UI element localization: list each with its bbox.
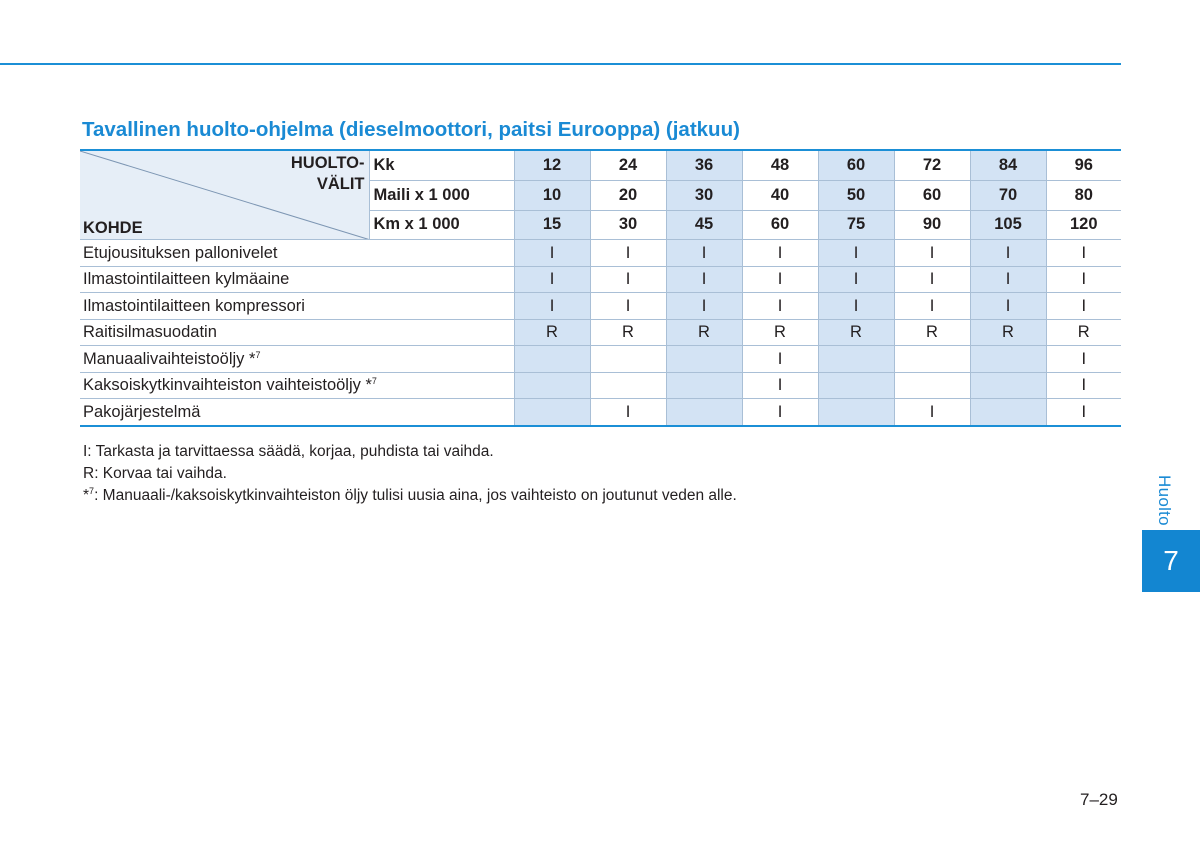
schedule-cell: I <box>742 346 818 373</box>
schedule-cell: I <box>666 266 742 293</box>
schedule-cell <box>894 346 970 373</box>
interval-row-months <box>80 150 1121 180</box>
chapter-tab: 7 <box>1142 530 1200 592</box>
schedule-cell <box>666 372 742 399</box>
schedule-cell: I <box>970 293 1046 320</box>
schedule-cell <box>514 372 590 399</box>
table-row <box>80 240 1121 267</box>
schedule-cell: I <box>1046 293 1121 320</box>
schedule-cell: R <box>666 319 742 346</box>
interval-value: 60 <box>894 180 970 210</box>
legend-line-inspect: I: Tarkasta ja tarvittaessa säädä, korjaa, puhdista tai vaihda. <box>83 443 494 460</box>
footnote-ref: 7 <box>371 376 377 387</box>
schedule-cell <box>514 399 590 426</box>
schedule-cell: R <box>514 319 590 346</box>
interval-value: 15 <box>514 210 590 240</box>
maintenance-item: Ilmastointilaitteen kompressori <box>80 293 514 320</box>
maintenance-item: Manuaalivaihteistoöljy *$^7$ <box>80 346 514 373</box>
items-header: KOHDE <box>83 219 143 238</box>
schedule-cell <box>590 372 666 399</box>
interval-value: 60 <box>742 210 818 240</box>
table-corner-header <box>80 150 369 240</box>
interval-value: 10 <box>514 180 590 210</box>
schedule-cell <box>590 346 666 373</box>
interval-value: 30 <box>590 210 666 240</box>
schedule-cell <box>970 399 1046 426</box>
table-row <box>80 293 1121 320</box>
top-rule <box>0 63 1121 65</box>
schedule-cell: I <box>970 266 1046 293</box>
table-row <box>80 266 1121 293</box>
schedule-cell <box>514 346 590 373</box>
schedule-cell: I <box>590 293 666 320</box>
interval-value: 120 <box>1046 210 1121 240</box>
maintenance-item: Etujousituksen pallonivelet <box>80 240 514 267</box>
schedule-cell: I <box>742 266 818 293</box>
schedule-cell: I <box>742 372 818 399</box>
page-title: Tavallinen huolto-ohjelma (dieselmoottori, paitsi Eurooppa) (jatkuu) <box>82 118 740 141</box>
interval-unit: Km x 1 000 <box>369 210 514 240</box>
table-row <box>80 346 1121 373</box>
interval-value: 40 <box>742 180 818 210</box>
schedule-cell: I <box>894 240 970 267</box>
table-row <box>80 399 1121 426</box>
schedule-cell: I <box>514 293 590 320</box>
intervals-header: HUOLTO- VÄLIT <box>290 154 365 193</box>
schedule-cell: R <box>970 319 1046 346</box>
schedule-cell: I <box>666 240 742 267</box>
maintenance-item: Raitisilmasuodatin <box>80 319 514 346</box>
schedule-cell: R <box>894 319 970 346</box>
schedule-cell: I <box>894 399 970 426</box>
interval-value: 72 <box>894 150 970 180</box>
interval-value: 60 <box>818 150 894 180</box>
schedule-cell: I <box>1046 346 1121 373</box>
interval-value: 20 <box>590 180 666 210</box>
legend <box>83 441 737 507</box>
schedule-cell <box>818 346 894 373</box>
schedule-cell: I <box>742 293 818 320</box>
interval-value: 30 <box>666 180 742 210</box>
interval-value: 24 <box>590 150 666 180</box>
schedule-cell: I <box>742 399 818 426</box>
interval-value: 75 <box>818 210 894 240</box>
schedule-cell <box>818 372 894 399</box>
table-row <box>80 372 1121 399</box>
schedule-cell: I <box>666 293 742 320</box>
schedule-cell: I <box>970 240 1046 267</box>
schedule-cell: I <box>1046 240 1121 267</box>
schedule-cell: I <box>894 293 970 320</box>
legend-line-replace: R: Korvaa tai vaihda. <box>83 465 227 482</box>
schedule-cell: R <box>590 319 666 346</box>
interval-value: 12 <box>514 150 590 180</box>
legend-line-footnote: *$^7$: Manuaali-/kaksoiskytkinvaihteiston öljy tulisi uusia aina, jos vaihteisto on joutunut veden alle. <box>83 486 737 504</box>
table-row <box>80 319 1121 346</box>
schedule-cell <box>970 372 1046 399</box>
schedule-cell: I <box>514 240 590 267</box>
schedule-cell: R <box>818 319 894 346</box>
schedule-cell: I <box>1046 266 1121 293</box>
schedule-cell: I <box>818 240 894 267</box>
schedule-cell <box>818 399 894 426</box>
schedule-cell: I <box>514 266 590 293</box>
maintenance-item: Kaksoiskytkinvaihteiston vaihteistoöljy *$^7$ <box>80 372 514 399</box>
schedule-cell: R <box>742 319 818 346</box>
schedule-cell: I <box>818 266 894 293</box>
interval-value: 105 <box>970 210 1046 240</box>
interval-value: 70 <box>970 180 1046 210</box>
schedule-cell: I <box>590 266 666 293</box>
interval-value: 80 <box>1046 180 1121 210</box>
interval-value: 45 <box>666 210 742 240</box>
schedule-cell <box>666 346 742 373</box>
schedule-cell <box>666 399 742 426</box>
interval-unit: Kk <box>369 150 514 180</box>
footnote-ref: 7 <box>255 349 261 360</box>
maintenance-schedule-table <box>80 149 1121 427</box>
schedule-cell: I <box>1046 372 1121 399</box>
interval-value: 90 <box>894 210 970 240</box>
interval-unit: Maili x 1 000 <box>369 180 514 210</box>
section-side-label: Huolto <box>1155 475 1174 526</box>
interval-value: 96 <box>1046 150 1121 180</box>
interval-value: 48 <box>742 150 818 180</box>
schedule-cell: I <box>894 266 970 293</box>
interval-value: 36 <box>666 150 742 180</box>
schedule-cell <box>970 346 1046 373</box>
schedule-cell <box>894 372 970 399</box>
schedule-cell: R <box>1046 319 1121 346</box>
maintenance-item: Ilmastointilaitteen kylmäaine <box>80 266 514 293</box>
interval-value: 50 <box>818 180 894 210</box>
schedule-cell: I <box>818 293 894 320</box>
maintenance-item: Pakojärjestelmä <box>80 399 514 426</box>
schedule-cell: I <box>1046 399 1121 426</box>
schedule-cell: I <box>742 240 818 267</box>
page-number: 7–29 <box>1080 790 1118 809</box>
schedule-cell: I <box>590 399 666 426</box>
interval-value: 84 <box>970 150 1046 180</box>
schedule-cell: I <box>590 240 666 267</box>
